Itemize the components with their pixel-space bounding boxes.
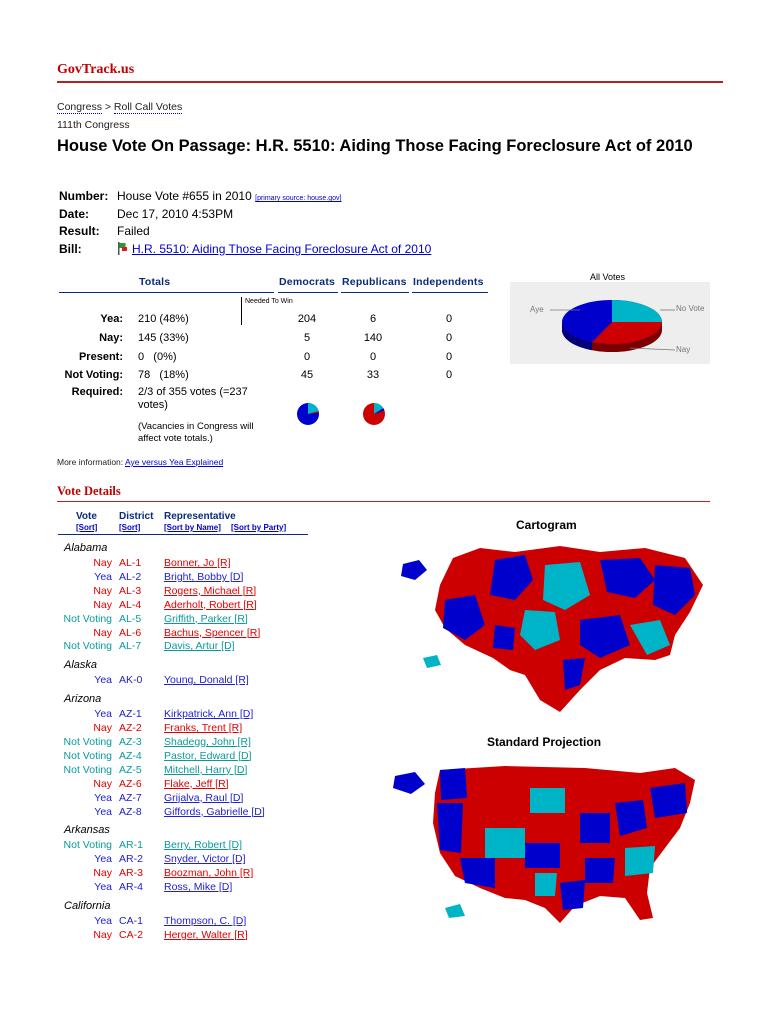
pie-label-nay: Nay bbox=[676, 345, 691, 354]
republicans-header: Republicans bbox=[342, 276, 407, 288]
vote-value: Nay bbox=[93, 584, 112, 597]
vote-value: Not Voting bbox=[63, 612, 112, 625]
state-heading: California bbox=[64, 900, 111, 912]
district-value: AR-3 bbox=[119, 867, 143, 880]
independents-header: Independents bbox=[413, 276, 484, 288]
vote-row bbox=[46, 735, 346, 749]
rep-underline bbox=[341, 292, 409, 293]
representative-link[interactable]: Franks, Trent [R] bbox=[164, 722, 243, 735]
vote-row bbox=[46, 914, 346, 928]
state-heading: Arkansas bbox=[64, 824, 110, 837]
col-vote-header: Vote bbox=[76, 511, 97, 522]
district-value: AL-6 bbox=[119, 626, 142, 639]
dem-underline bbox=[278, 292, 338, 293]
representative-link[interactable]: Griffith, Parker [R] bbox=[164, 612, 248, 625]
representative-link[interactable]: Mitchell, Harry [D] bbox=[164, 763, 248, 776]
vote-value: Nay bbox=[93, 626, 112, 639]
breadcrumb-votes-link[interactable]: Roll Call Votes bbox=[113, 101, 183, 113]
representative-link[interactable]: Rogers, Michael [R] bbox=[164, 584, 257, 597]
row-total: 78 (18%) bbox=[138, 369, 189, 381]
vote-row bbox=[46, 584, 346, 598]
vote-value: Yea bbox=[94, 570, 112, 583]
state-heading: Alaska bbox=[64, 659, 98, 672]
rep-mini-pie bbox=[362, 402, 386, 426]
vote-bill-row bbox=[59, 240, 431, 258]
standard-projection-map bbox=[385, 758, 710, 933]
representative-link[interactable]: Davis, Artur [D] bbox=[164, 640, 235, 653]
vacancy-note: (Vacancies in Congress will affect vote totals.) bbox=[138, 421, 254, 444]
breadcrumb bbox=[57, 101, 182, 113]
header-divider bbox=[57, 81, 723, 83]
vote-value: Yea bbox=[94, 853, 112, 866]
breadcrumb-separator: > bbox=[101, 101, 114, 113]
representative-link[interactable]: Boozman, John [R] bbox=[164, 867, 254, 880]
cartogram-title: Cartogram bbox=[516, 518, 577, 532]
result-value: Failed bbox=[117, 224, 150, 238]
breadcrumb-congress-link[interactable]: Congress bbox=[57, 101, 102, 113]
more-info-prefix: More information: bbox=[57, 457, 126, 467]
vote-row bbox=[46, 805, 346, 819]
vote-value: Nay bbox=[93, 777, 112, 790]
pie-label-aye: Aye bbox=[530, 305, 544, 314]
vote-value: Yea bbox=[94, 708, 112, 721]
vote-value: Not Voting bbox=[63, 763, 112, 776]
vote-row bbox=[46, 791, 346, 805]
representative-link[interactable]: Giffords, Gabrielle [D] bbox=[164, 805, 265, 818]
row-ind: 0 bbox=[445, 313, 453, 325]
row-ind: 0 bbox=[445, 351, 453, 363]
needed-to-win-marker: Needed To Win bbox=[241, 297, 293, 325]
date-label: Date: bbox=[59, 207, 90, 221]
representative-link[interactable]: Bright, Bobby [D] bbox=[164, 570, 244, 583]
aye-vs-yea-link[interactable]: Aye versus Yea Explained bbox=[125, 457, 224, 467]
row-dem: 5 bbox=[303, 332, 311, 344]
vote-row bbox=[46, 626, 346, 640]
representative-link[interactable]: Ross, Mike [D] bbox=[164, 881, 233, 894]
row-total: 145 (33%) bbox=[138, 332, 189, 344]
sort-by-party-link[interactable]: [Sort by Party] bbox=[231, 523, 287, 532]
district-value: AZ-6 bbox=[119, 777, 142, 790]
district-value: AL-2 bbox=[119, 570, 142, 583]
vote-row bbox=[46, 598, 346, 612]
vote-value: Not Voting bbox=[63, 640, 112, 653]
democrats-header: Democrats bbox=[279, 276, 336, 288]
more-information bbox=[57, 457, 223, 467]
representative-link[interactable]: Snyder, Victor [D] bbox=[164, 853, 246, 866]
standard-projection-title: Standard Projection bbox=[487, 735, 602, 749]
bill-label: Bill: bbox=[59, 242, 82, 256]
district-value: AR-4 bbox=[119, 881, 143, 894]
page-title: House Vote On Passage: H.R. 5510: Aiding Those Facing Foreclosure Act of 2010 bbox=[57, 137, 693, 155]
vote-details-heading: Vote Details bbox=[57, 484, 121, 498]
vote-value: Yea bbox=[94, 805, 112, 818]
col-representative-header: Representative bbox=[164, 511, 236, 522]
bill-status-icon bbox=[117, 242, 128, 255]
vote-value: Not Voting bbox=[63, 839, 112, 852]
ind-underline bbox=[412, 292, 488, 293]
representative-link[interactable]: Flake, Jeff [R] bbox=[164, 777, 229, 790]
district-value: AZ-1 bbox=[119, 708, 142, 721]
row-label: Present: bbox=[78, 351, 123, 363]
vote-value: Nay bbox=[93, 867, 112, 880]
vote-value: Not Voting bbox=[63, 749, 112, 762]
district-value: AL-5 bbox=[119, 612, 142, 625]
vote-columns-underline bbox=[58, 534, 308, 535]
vote-value: Nay bbox=[93, 722, 112, 735]
vote-row bbox=[46, 852, 346, 866]
vote-value: Yea bbox=[94, 881, 112, 894]
row-total: 210 (48%) bbox=[138, 313, 189, 325]
totals-header: Totals bbox=[139, 276, 171, 288]
state-heading: Alabama bbox=[64, 542, 108, 554]
state-heading: Arizona bbox=[64, 693, 102, 706]
vote-row bbox=[46, 880, 346, 894]
required-label: Required: bbox=[71, 386, 123, 398]
representative-link[interactable]: Young, Donald [R] bbox=[164, 674, 249, 687]
district-value: AK-0 bbox=[119, 674, 143, 687]
district-value: AZ-4 bbox=[119, 749, 142, 762]
required-value: 2/3 of 355 votes (=237 votes) bbox=[138, 386, 248, 411]
district-value: AL-7 bbox=[119, 640, 142, 653]
vote-value: Yea bbox=[94, 791, 112, 804]
vote-row bbox=[46, 707, 346, 721]
vote-value: Nay bbox=[93, 598, 112, 611]
vote-value: Nay bbox=[93, 557, 112, 569]
row-dem: 45 bbox=[300, 369, 314, 381]
vote-row bbox=[46, 612, 346, 626]
totals-underline bbox=[59, 292, 274, 293]
sort-by-name-link[interactable]: [Sort by Name] bbox=[164, 523, 221, 532]
row-ind: 0 bbox=[445, 332, 453, 344]
pie-label-novote: No Vote bbox=[676, 304, 705, 313]
district-value: AZ-7 bbox=[119, 791, 142, 804]
number-label: Number: bbox=[59, 189, 109, 203]
row-rep: 6 bbox=[369, 313, 377, 325]
vote-row bbox=[46, 777, 346, 791]
vote-value: Nay bbox=[93, 928, 112, 941]
row-ind: 0 bbox=[445, 369, 453, 381]
dem-mini-pie bbox=[296, 402, 320, 426]
vote-date-row bbox=[59, 205, 233, 223]
representative-link[interactable]: Berry, Robert [D] bbox=[164, 839, 242, 852]
col-district-header: District bbox=[119, 511, 154, 522]
vote-row bbox=[46, 928, 346, 942]
row-label: Not Voting: bbox=[64, 369, 123, 381]
representative-link[interactable]: Kirkpatrick, Ann [D] bbox=[164, 708, 254, 721]
sort-vote-link[interactable]: [Sort] bbox=[76, 523, 98, 532]
vote-value: Not Voting bbox=[63, 736, 112, 748]
row-dem: 204 bbox=[297, 313, 317, 325]
representative-link[interactable]: Herger, Walter [R] bbox=[164, 928, 248, 941]
all-votes-title: All Votes bbox=[590, 272, 626, 282]
representative-link[interactable]: Aderholt, Robert [R] bbox=[164, 598, 257, 611]
vote-row bbox=[46, 763, 346, 777]
vote-details-divider bbox=[57, 501, 710, 502]
district-value: AL-1 bbox=[119, 557, 142, 569]
representative-link[interactable]: Pastor, Edward [D] bbox=[164, 749, 252, 762]
row-label: Nay: bbox=[99, 332, 123, 344]
representative-link[interactable]: Thompson, C. [D] bbox=[164, 915, 247, 927]
vote-row bbox=[46, 721, 346, 735]
sort-district-link[interactable]: [Sort] bbox=[119, 523, 141, 532]
row-rep: 33 bbox=[366, 369, 380, 381]
vote-row bbox=[46, 673, 346, 687]
district-value: CA-2 bbox=[119, 928, 143, 941]
district-value: AR-2 bbox=[119, 853, 143, 866]
vote-result-row bbox=[59, 222, 150, 240]
representative-link[interactable]: Grijalva, Raul [D] bbox=[164, 791, 244, 804]
representative-link[interactable]: Shadegg, John [R] bbox=[164, 736, 251, 748]
representative-link[interactable]: Bonner, Jo [R] bbox=[164, 557, 231, 569]
district-value: AR-1 bbox=[119, 839, 143, 852]
row-rep: 140 bbox=[363, 332, 383, 344]
row-rep: 0 bbox=[369, 351, 377, 363]
district-value: AZ-2 bbox=[119, 722, 142, 735]
representative-link[interactable]: Bachus, Spencer [R] bbox=[164, 626, 261, 639]
primary-source-link[interactable]: [primary source: house.gov] bbox=[255, 195, 342, 202]
district-value: CA-1 bbox=[119, 915, 143, 927]
district-value: AZ-3 bbox=[119, 736, 142, 748]
vote-row bbox=[46, 866, 346, 880]
row-dem: 0 bbox=[303, 351, 311, 363]
vote-row bbox=[46, 570, 346, 584]
vote-row bbox=[46, 749, 346, 763]
district-value: AZ-8 bbox=[119, 805, 142, 818]
date-value: Dec 17, 2010 4:53PM bbox=[117, 207, 234, 221]
district-value: AL-4 bbox=[119, 598, 142, 611]
row-label: Yea: bbox=[100, 313, 123, 325]
vote-row bbox=[46, 556, 346, 570]
row-total: 0 (0%) bbox=[138, 351, 177, 363]
vote-row bbox=[46, 838, 346, 852]
number-value: House Vote #655 in 2010 bbox=[117, 189, 252, 203]
vote-value: Yea bbox=[94, 674, 112, 687]
bill-link[interactable]: H.R. 5510: Aiding Those Facing Foreclosure Act of 2010 bbox=[132, 242, 432, 256]
vote-value: Yea bbox=[94, 915, 112, 927]
result-label: Result: bbox=[59, 224, 100, 238]
cartogram-map bbox=[385, 540, 710, 718]
vote-row bbox=[46, 639, 346, 653]
district-value: AL-3 bbox=[119, 584, 142, 597]
site-logo[interactable]: GovTrack.us bbox=[57, 62, 135, 77]
district-value: AZ-5 bbox=[119, 763, 142, 776]
congress-label: 111th Congress bbox=[57, 119, 130, 131]
